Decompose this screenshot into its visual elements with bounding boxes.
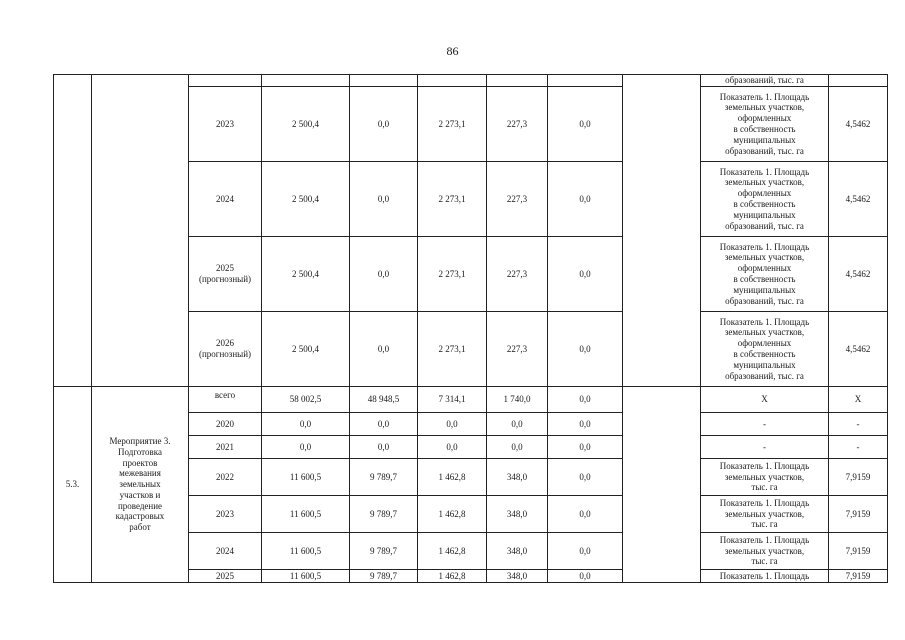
- value-cell: 4,5462: [829, 237, 888, 312]
- year-note: (прогнозный): [198, 349, 252, 359]
- amount-cell: 7 314,1: [418, 387, 487, 413]
- total-cell: 11 600,5: [262, 533, 350, 570]
- year-cell: 2022: [189, 459, 262, 496]
- amount-cell: 0,0: [548, 87, 623, 162]
- year-cell: [189, 237, 262, 312]
- table-row: [54, 75, 888, 87]
- cell: [548, 75, 623, 87]
- amount-cell: 227,3: [487, 162, 548, 237]
- table-row: [54, 387, 888, 413]
- amount-cell: 1 462,8: [418, 459, 487, 496]
- amount-cell: 348,0: [487, 496, 548, 533]
- year-cell: всего: [189, 387, 262, 413]
- amount-cell: 0,0: [548, 496, 623, 533]
- amount-cell: 2 273,1: [418, 162, 487, 237]
- indicator-cell: Показатель 1. Площадь земельных участков, тыс. га: [701, 533, 829, 570]
- value-cell: 7,9159: [829, 496, 888, 533]
- num-cell: [54, 75, 92, 387]
- amount-cell: 0,0: [350, 312, 418, 387]
- amount-cell: 348,0: [487, 459, 548, 496]
- value-cell: -: [829, 436, 888, 459]
- total-cell: 2 500,4: [262, 162, 350, 237]
- year-cell: 2020: [189, 413, 262, 436]
- amount-cell: 0,0: [487, 413, 548, 436]
- indicator-cell: Показатель 1. Площадь земельных участков, оформленных в собственность муниципальных образований, тыс. га: [701, 237, 829, 312]
- budget-table: [53, 74, 888, 583]
- amount-cell: 2 273,1: [418, 87, 487, 162]
- total-cell: 2 500,4: [262, 87, 350, 162]
- empty-cell: [623, 75, 701, 387]
- amount-cell: 0,0: [487, 436, 548, 459]
- amount-cell: 1 462,8: [418, 496, 487, 533]
- amount-cell: 0,0: [548, 312, 623, 387]
- year-label: 2025: [216, 263, 234, 274]
- amount-cell: 9 789,7: [350, 496, 418, 533]
- amount-cell: 0,0: [548, 570, 623, 583]
- amount-cell: 0,0: [418, 436, 487, 459]
- cell: [487, 75, 548, 87]
- year-label: 2026: [216, 338, 234, 349]
- section-name: Мероприятие 3. Подготовка проектов межевания земельных участков и проведение кадастровых работ: [92, 387, 189, 583]
- amount-cell: 0,0: [418, 413, 487, 436]
- amount-cell: 0,0: [548, 413, 623, 436]
- empty-cell: [623, 387, 701, 583]
- amount-cell: 0,0: [350, 162, 418, 237]
- amount-cell: 0,0: [350, 237, 418, 312]
- indicator-cell: Показатель 1. Площадь земельных участков, тыс. га: [701, 459, 829, 496]
- amount-cell: 0,0: [548, 459, 623, 496]
- cell: [418, 75, 487, 87]
- amount-cell: 2 273,1: [418, 237, 487, 312]
- total-cell: 58 002,5: [262, 387, 350, 413]
- indicator-cell: -: [701, 436, 829, 459]
- amount-cell: 2 273,1: [418, 312, 487, 387]
- indicator-cell: Показатель 1. Площадь земельных участков, оформленных в собственность муниципальных образований, тыс. га: [701, 162, 829, 237]
- value-cell: 7,9159: [829, 533, 888, 570]
- amount-cell: 227,3: [487, 312, 548, 387]
- amount-cell: 1 462,8: [418, 533, 487, 570]
- amount-cell: 0,0: [548, 533, 623, 570]
- amount-cell: 9 789,7: [350, 459, 418, 496]
- year-cell: [189, 312, 262, 387]
- page-number: 86: [446, 44, 459, 58]
- amount-cell: 227,3: [487, 237, 548, 312]
- year-note: (прогнозный): [198, 274, 252, 284]
- value-cell: 4,5462: [829, 312, 888, 387]
- year-cell: 2023: [189, 496, 262, 533]
- total-cell: 0,0: [262, 436, 350, 459]
- total-cell: 11 600,5: [262, 459, 350, 496]
- total-cell: 2 500,4: [262, 237, 350, 312]
- name-cell: [92, 75, 189, 387]
- total-cell: 11 600,5: [262, 496, 350, 533]
- value-cell: 7,9159: [829, 570, 888, 583]
- amount-cell: 348,0: [487, 533, 548, 570]
- amount-cell: 9 789,7: [350, 533, 418, 570]
- total-cell: 0,0: [262, 413, 350, 436]
- indicator-cell: -: [701, 413, 829, 436]
- cell: [189, 75, 262, 87]
- total-cell: 2 500,4: [262, 312, 350, 387]
- year-cell: 2021: [189, 436, 262, 459]
- value-cell: 7,9159: [829, 459, 888, 496]
- indicator-cell: X: [701, 387, 829, 413]
- year-cell: 2023: [189, 87, 262, 162]
- amount-cell: 0,0: [548, 436, 623, 459]
- indicator-cell: Показатель 1. Площадь: [701, 570, 829, 583]
- cell: [350, 75, 418, 87]
- year-cell: 2025: [189, 570, 262, 583]
- amount-cell: 1 462,8: [418, 570, 487, 583]
- amount-cell: 0,0: [548, 237, 623, 312]
- indicator-cell: Показатель 1. Площадь земельных участков, оформленных в собственность муниципальных образований, тыс. га: [701, 87, 829, 162]
- cell: [262, 75, 350, 87]
- amount-cell: 0,0: [350, 413, 418, 436]
- value-cell: X: [829, 387, 888, 413]
- section-number: 5.3.: [54, 387, 92, 583]
- amount-cell: 0,0: [548, 162, 623, 237]
- indicator-cell: Показатель 1. Площадь земельных участков, оформленных в собственность муниципальных образований, тыс. га: [701, 312, 829, 387]
- value-cell: 4,5462: [829, 162, 888, 237]
- amount-cell: 9 789,7: [350, 570, 418, 583]
- amount-cell: 227,3: [487, 87, 548, 162]
- cell: [829, 75, 888, 87]
- amount-cell: 348,0: [487, 570, 548, 583]
- year-cell: 2024: [189, 533, 262, 570]
- indicator-cell: образований, тыс. га: [701, 75, 829, 87]
- total-cell: 11 600,5: [262, 570, 350, 583]
- year-cell: 2024: [189, 162, 262, 237]
- amount-cell: 1 740,0: [487, 387, 548, 413]
- value-cell: 4,5462: [829, 87, 888, 162]
- amount-cell: 0,0: [350, 436, 418, 459]
- value-cell: -: [829, 413, 888, 436]
- amount-cell: 0,0: [548, 387, 623, 413]
- amount-cell: 0,0: [350, 87, 418, 162]
- amount-cell: 48 948,5: [350, 387, 418, 413]
- indicator-cell: Показатель 1. Площадь земельных участков, тыс. га: [701, 496, 829, 533]
